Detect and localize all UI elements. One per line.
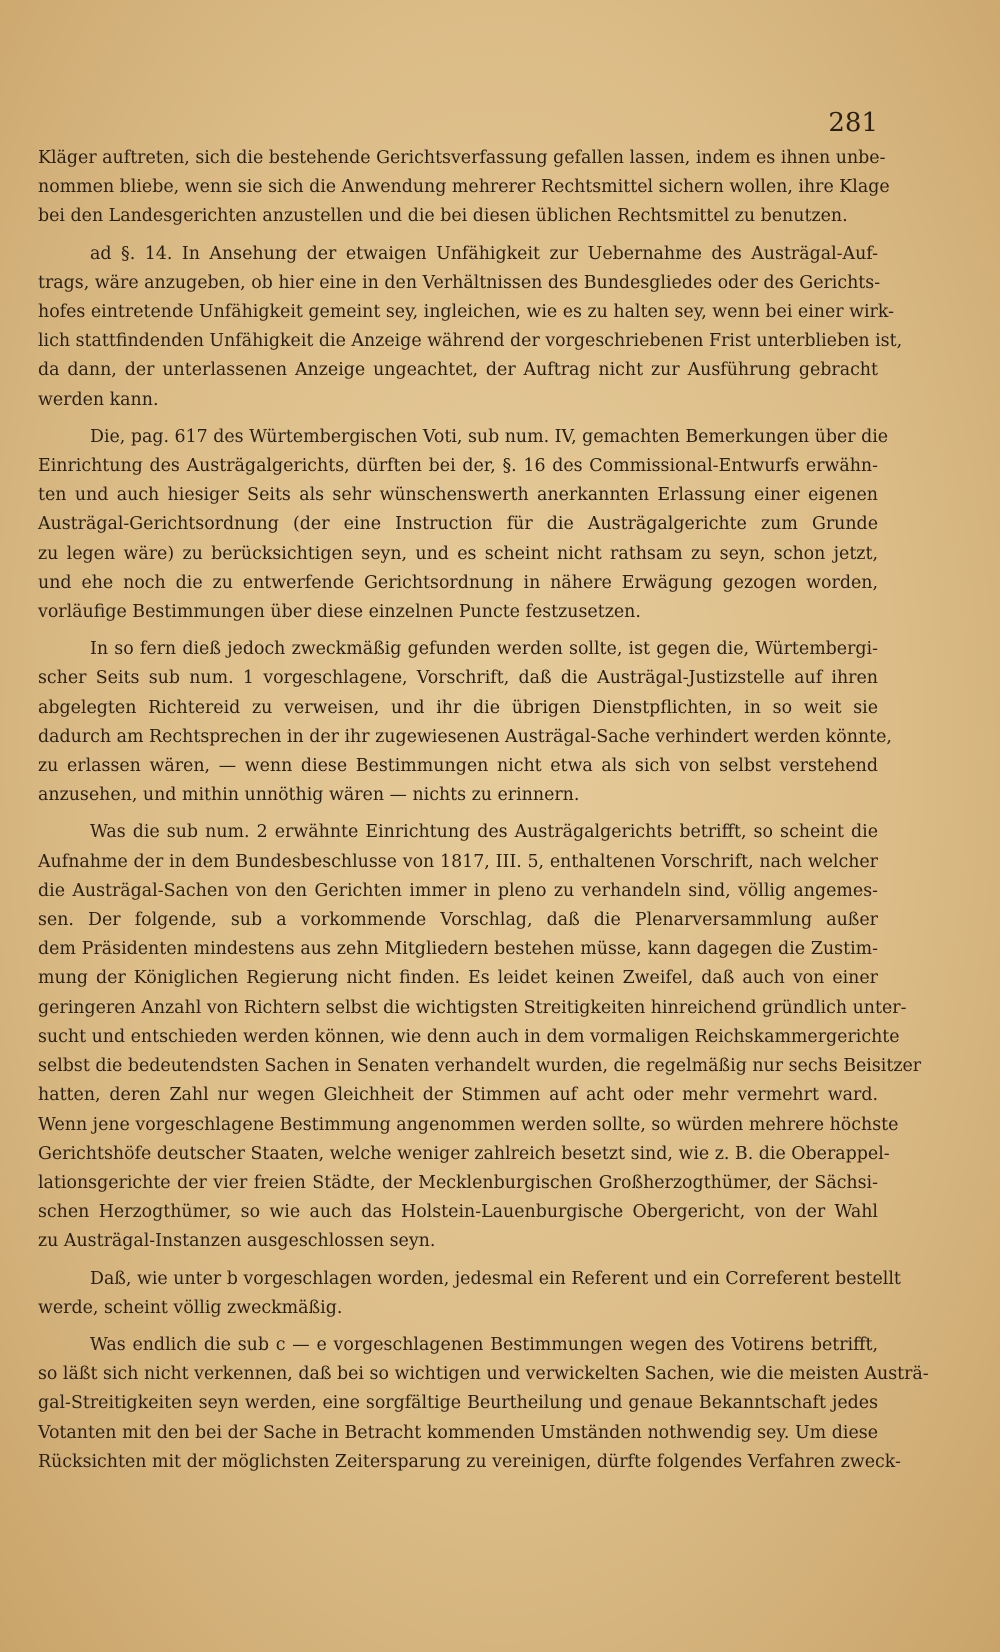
text-line: Gerichtshöfe deutscher Staaten, welche weniger zahlreich besetzt sind, wie z. B. die Oberappel- <box>38 1143 890 1164</box>
text-line: werde, scheint völlig zweckmäßig. <box>38 1297 343 1318</box>
paragraph <box>38 423 889 627</box>
text-line: Was die sub num. 2 erwähnte Einrichtung des Austrägalgerichts betrifft, so scheint die <box>90 822 878 843</box>
text-line: Daß, wie unter b vorgeschlagen worden, jedesmal ein Referent und ein Correferent bestellt <box>90 1268 901 1289</box>
text-line: hatten, deren Zahl nur wegen Gleichheit der Stimmen auf acht oder mehr vermehrt ward. <box>38 1085 878 1106</box>
text-line: zu legen wäre) zu berücksichtigen seyn, und es scheint nicht rathsam zu seyn, schon jetzt, <box>38 543 878 564</box>
text-line: zu Austrägal-Instanzen ausgeschlossen seyn. <box>38 1231 436 1252</box>
text-line: lationsgerichte der vier freien Städte, der Mecklenburgischen Großherzogthümer, der Sächsi- <box>38 1172 878 1193</box>
text-line: so läßt sich nicht verkennen, daß bei so wichtigen und verwickelten Sachen, wie die meisten Austrä- <box>38 1364 929 1385</box>
text-line: dem Präsidenten mindestens aus zehn Mitgliedern bestehen müsse, kann dagegen die Zustim- <box>38 939 878 960</box>
text-line: nommen bliebe, wenn sie sich die Anwendung mehrerer Rechtsmittel sichern wollen, ihre Klage <box>38 177 890 198</box>
text-line: mung der Königlichen Regierung nicht finden. Es leidet keinen Zweifel, daß auch von einer <box>38 968 878 989</box>
text-line: ad §. 14. In Ansehung der etwaigen Unfähigkeit zur Uebernahme des Austrägal-Auf- <box>90 243 878 264</box>
text-line: ten und auch hiesiger Seits als sehr wünschenswerth anerkannten Erlassung einer eigenen <box>38 485 878 506</box>
text-line: scher Seits sub num. 1 vorgeschlagene, Vorschrift, daß die Austrägal-Justizstelle auf ihren <box>38 668 878 689</box>
text-line: Kläger auftreten, sich die bestehende Gerichtsverfassung gefallen lassen, indem es ihnen unbe- <box>38 148 886 168</box>
body-text <box>38 144 929 1485</box>
text-line: Was endlich die sub c — e vorgeschlagenen Bestimmungen wegen des Votirens betrifft, <box>90 1334 878 1355</box>
text-line: dadurch am Rechtsprechen in der ihr zugewiesenen Austrägal-Sache verhindert werden könnte, <box>38 726 892 747</box>
text-line: gal-Streitigkeiten seyn werden, eine sorgfältige Beurtheilung und genaue Bekanntschaft jedes <box>38 1393 878 1414</box>
text-line: sen. Der folgende, sub a vorkommende Vorschlag, daß die Plenarversammlung außer <box>38 910 878 931</box>
text-line: und ehe noch die zu entwerfende Gerichtsordnung in nähere Erwägung gezogen worden, <box>38 572 878 593</box>
text-line: Rücksichten mit der möglichsten Zeitersparung zu vereinigen, dürfte folgendes Verfahren zweck- <box>38 1451 901 1472</box>
text-line: da dann, der unterlassenen Anzeige ungeachtet, der Auftrag nicht zur Ausführung gebracht <box>38 360 878 381</box>
text-line: Wenn jene vorgeschlagene Bestimmung angenommen werden sollte, so würden mehrere höchste <box>38 1114 899 1135</box>
text-line: Aufnahme der in dem Bundesbeschlusse von 1817, III. 5, enthaltenen Vorschrift, nach welcher <box>38 851 878 872</box>
paragraph <box>38 1331 929 1477</box>
text-line: bei den Landesgerichten anzustellen und die bei diesen üblichen Rechtsmittel zu benutzen. <box>38 206 848 227</box>
text-line: Einrichtung des Austrägalgerichts, dürften bei der, §. 16 des Commissional-Entwurfs erwähn- <box>38 456 878 477</box>
page-number: 281 <box>828 108 878 138</box>
text-line: Austrägal-Gerichtsordnung (der eine Instruction für die Austrägalgerichte zum Grunde <box>38 514 878 535</box>
paragraph <box>38 144 890 232</box>
text-line: selbst die bedeutendsten Sachen in Senaten verhandelt wurden, die regelmäßig nur sechs Beisitzer <box>38 1056 922 1077</box>
text-line: geringeren Anzahl von Richtern selbst die wichtigsten Streitigkeiten hinreichend gründlich unter- <box>38 997 907 1018</box>
paragraph <box>38 1265 901 1323</box>
paragraph <box>38 635 892 810</box>
text-line: sucht und entschieden werden können, wie denn auch in dem vormaligen Reichskammergerichte <box>38 1026 900 1047</box>
text-line: schen Herzogthümer, so wie auch das Holstein-Lauenburgische Obergericht, von der Wahl <box>38 1202 878 1223</box>
text-line: vorläufige Bestimmungen über diese einzelnen Puncte festzusetzen. <box>38 602 641 623</box>
text-line: hofes eintretende Unfähigkeit gemeint sey, ingleichen, wie es zu halten sey, wenn bei einer wirk- <box>38 302 894 323</box>
text-line: Die, pag. 617 des Würtembergischen Voti, sub num. IV, gemachten Bemerkungen über die <box>90 426 889 447</box>
text-line: Votanten mit den bei der Sache in Betracht kommenden Umständen nothwendig sey. Um diese <box>38 1422 878 1443</box>
text-line: werden kann. <box>38 389 159 410</box>
paragraph <box>38 240 903 415</box>
text-line: abgelegten Richtereid zu verweisen, und ihr die übrigen Dienstpflichten, in so weit sie <box>38 697 878 718</box>
text-line: trags, wäre anzugeben, ob hier eine in den Verhältnissen des Bundesgliedes oder des Gerichts- <box>38 272 881 293</box>
text-line: zu erlassen wären, — wenn diese Bestimmungen nicht etwa als sich von selbst verstehend <box>38 756 878 777</box>
text-line: lich stattfindenden Unfähigkeit die Anzeige während der vorgeschriebenen Frist unterblieben ist, <box>38 331 903 352</box>
text-line: die Austrägal-Sachen von den Gerichten immer in pleno zu verhandeln sind, völlig angemes- <box>38 880 878 901</box>
text-line: In so fern dieß jedoch zweckmäßig gefunden werden sollte, ist gegen die, Würtembergi- <box>90 639 878 660</box>
paragraph <box>38 818 922 1256</box>
text-line: anzusehen, und mithin unnöthig wären — nichts zu erinnern. <box>38 785 580 806</box>
